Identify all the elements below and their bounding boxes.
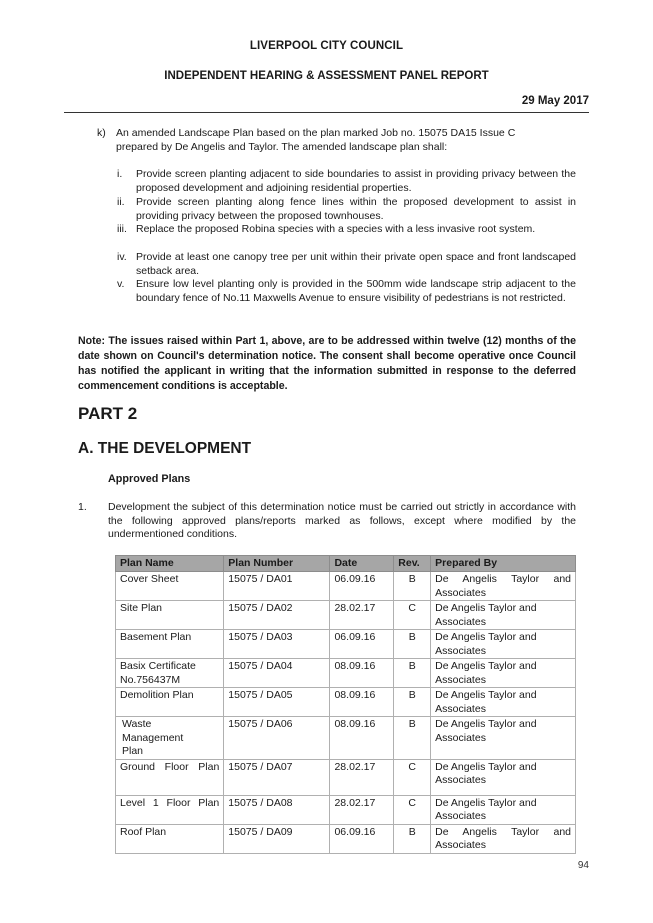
table-row <box>116 795 576 824</box>
table-cell: B <box>394 824 431 853</box>
table-cell: 06.09.16 <box>330 572 394 601</box>
report-title: INDEPENDENT HEARING & ASSESSMENT PANEL REPORT <box>164 70 489 82</box>
table-cell: 08.09.16 <box>330 688 394 717</box>
table-cell: 08.09.16 <box>330 659 394 688</box>
table-cell: B <box>394 688 431 717</box>
column-header: Plan Name <box>116 556 224 572</box>
table-cell: 28.02.17 <box>330 795 394 824</box>
table-cell: 06.09.16 <box>330 630 394 659</box>
table-cell: De Angelis Taylor and Associates <box>431 759 576 795</box>
table-cell: De Angelis Taylor and Associates <box>431 688 576 717</box>
table-cell: 28.02.17 <box>330 759 394 795</box>
condition-k-label: k) <box>97 127 106 139</box>
table-cell: De Angelis Taylor and Associates <box>431 601 576 630</box>
table-row <box>116 759 576 795</box>
table-cell: 06.09.16 <box>330 824 394 853</box>
list-item-label: iii. <box>117 223 127 235</box>
list-item-label: v. <box>117 278 125 290</box>
condition-1-number: 1. <box>78 501 87 513</box>
list-item-label: ii. <box>117 196 125 208</box>
table-header-row <box>116 556 576 572</box>
table-cell: B <box>394 659 431 688</box>
table-row <box>116 659 576 688</box>
table-cell: De Angelis Taylor and Associates <box>431 630 576 659</box>
table-row <box>116 572 576 601</box>
column-header: Date <box>330 556 394 572</box>
table-cell: Site Plan <box>116 601 224 630</box>
list-item: Ensure low level planting only is provided in the 500mm wide landscape strip adjacent to the boundary fence of No.11 Maxwells Avenue to ensure visibility of pedestrians is not restricted. <box>136 278 576 304</box>
table-cell: Level 1 Floor Plan <box>116 795 224 824</box>
column-header: Rev. <box>394 556 431 572</box>
condition-1-text: Development the subject of this determination notice must be carried out strictly in accordance with the following approved plans/reports marked as follows, except where modified by the undermentioned conditions. <box>108 501 576 540</box>
table-cell: 15075 / DA08 <box>224 795 330 824</box>
header-divider <box>64 112 589 113</box>
table-cell: Ground Floor Plan <box>116 759 224 795</box>
table-row <box>116 717 576 760</box>
table-cell: Basement Plan <box>116 630 224 659</box>
table-cell: Waste Management Plan <box>116 717 224 760</box>
table-cell: De Angelis Taylor and Associates <box>431 659 576 688</box>
table-row <box>116 630 576 659</box>
table-cell: 28.02.17 <box>330 601 394 630</box>
table-cell: C <box>394 795 431 824</box>
part-heading: PART 2 <box>78 404 138 423</box>
table-cell: Demolition Plan <box>116 688 224 717</box>
table-cell: 15075 / DA01 <box>224 572 330 601</box>
table-cell: 15075 / DA09 <box>224 824 330 853</box>
table-cell: 15075 / DA06 <box>224 717 330 760</box>
table-cell: De Angelis Taylor and Associates <box>431 795 576 824</box>
table-cell: C <box>394 759 431 795</box>
table-cell: B <box>394 717 431 760</box>
approved-plans-table <box>115 555 576 854</box>
table-cell: B <box>394 572 431 601</box>
list-item-label: iv. <box>117 251 127 263</box>
table-cell: 15075 / DA07 <box>224 759 330 795</box>
column-header: Prepared By <box>431 556 576 572</box>
condition-k-line1: An amended Landscape Plan based on the plan marked Job no. 15075 DA15 Issue C <box>116 127 516 139</box>
table-row <box>116 688 576 717</box>
report-date: 29 May 2017 <box>521 95 589 107</box>
condition-k-line2: prepared by De Angelis and Taylor. The amended landscape plan shall: <box>116 141 448 153</box>
table-cell: C <box>394 601 431 630</box>
table-cell: 15075 / DA03 <box>224 630 330 659</box>
council-name: LIVERPOOL CITY COUNCIL <box>249 40 404 52</box>
table-cell: De Angelis Taylor and Associates <box>431 572 576 601</box>
list-item: Provide screen planting along fence lines within the proposed development to assist in providing privacy between the proposed townhouses. <box>136 196 576 222</box>
list-item: Provide screen planting adjacent to side boundaries to assist in providing privacy between the proposed development and adjoining residential properties. <box>136 168 576 194</box>
column-header: Plan Number <box>224 556 330 572</box>
section-heading: A. THE DEVELOPMENT <box>78 440 252 457</box>
table-cell: De Angelis Taylor and Associates <box>431 717 576 760</box>
note-paragraph: Note: The issues raised within Part 1, above, are to be addressed within twelve (12) months of the date shown on Council's determination notice. The consent shall become operative once Council has notified the applicant in writing that the information submitted in response to the deferred commencement conditions is acceptable. <box>78 335 576 392</box>
table-cell: 15075 / DA05 <box>224 688 330 717</box>
table-cell: De Angelis Taylor and Associates <box>431 824 576 853</box>
table-row <box>116 601 576 630</box>
list-item-label: i. <box>117 168 123 180</box>
table-cell: 08.09.16 <box>330 717 394 760</box>
table-cell: Cover Sheet <box>116 572 224 601</box>
table-cell: Basix Certificate No.756437M <box>116 659 224 688</box>
table-cell: 15075 / DA04 <box>224 659 330 688</box>
table-cell: 15075 / DA02 <box>224 601 330 630</box>
subheading-approved-plans: Approved Plans <box>108 473 191 485</box>
list-item: Provide at least one canopy tree per unit within their private open space and front landscaped setback area. <box>136 251 576 277</box>
list-item: Replace the proposed Robina species with a species with a less invasive root system. <box>136 223 536 235</box>
page-number: 94 <box>577 860 589 871</box>
table-row <box>116 824 576 853</box>
table-cell: Roof Plan <box>116 824 224 853</box>
table-cell: B <box>394 630 431 659</box>
